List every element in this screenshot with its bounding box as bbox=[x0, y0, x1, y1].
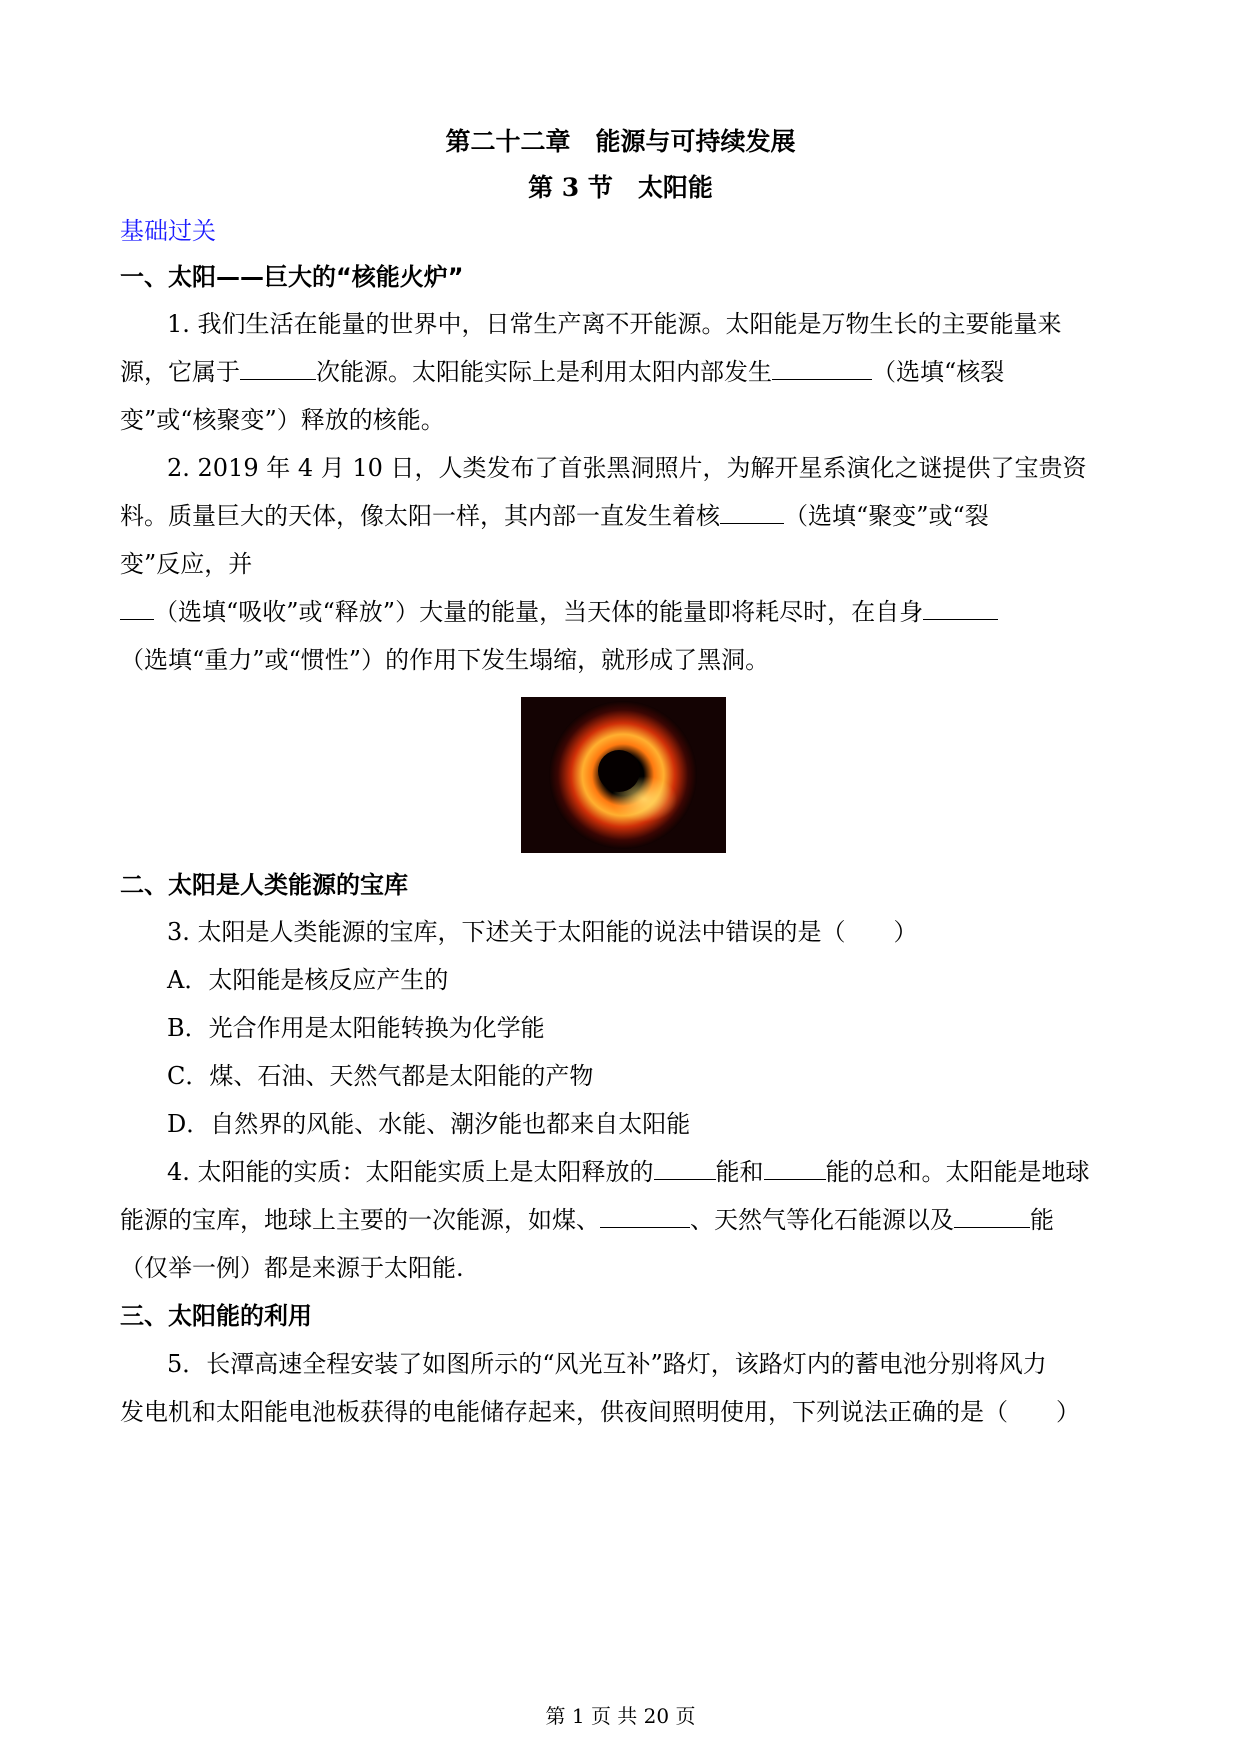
q2-blank-2[interactable] bbox=[120, 597, 154, 620]
q1-line1: 1. 我们生活在能量的世界中，日常生产离不开能源。太阳能是万物生长的主要能量来 bbox=[167, 310, 1062, 338]
q3-stem: 3. 太阳是人类能源的宝库，下述关于太阳能的说法中错误的是（ ） bbox=[167, 918, 918, 946]
q5-line1: 5．长潭高速全程安装了如图所示的“风光互补”路灯，该路灯内的蓄电池分别将风力 bbox=[167, 1350, 1047, 1378]
q2-line2 bbox=[120, 501, 1130, 531]
q2-line1: 2. 2019 年 4 月 10 日，人类发布了首张黑洞照片，为解开星系演化之谜提供了宝贵资 bbox=[167, 454, 1087, 482]
q1-line3: 变”或“核聚变”）释放的核能。 bbox=[120, 406, 445, 434]
q4-blank-1[interactable] bbox=[654, 1157, 716, 1180]
q5-line2: 发电机和太阳能电池板获得的电能储存起来，供夜间照明使用，下列说法正确的是（ ） bbox=[120, 1398, 1080, 1426]
black-hole-photo bbox=[521, 697, 726, 853]
q2-blank-3[interactable] bbox=[923, 597, 998, 620]
q2-text-b: （选填“聚变”或“裂 bbox=[784, 502, 989, 530]
q1-text-c: （选填“核裂 bbox=[872, 358, 1005, 386]
q1-blank-2[interactable] bbox=[772, 357, 872, 380]
q2-line4 bbox=[120, 597, 1130, 627]
basic-label: 基础过关 bbox=[120, 217, 216, 245]
q4-line1 bbox=[167, 1157, 1177, 1187]
q3-option-b[interactable]: B．光合作用是太阳能转换为化学能 bbox=[167, 1014, 545, 1042]
q1-text-b: 次能源。太阳能实际上是利用太阳内部发生 bbox=[316, 358, 772, 386]
q4-text-b: 能和 bbox=[715, 1158, 764, 1186]
q2-line5: （选填“重力”或“惯性”）的作用下发生塌缩，就形成了黑洞。 bbox=[120, 646, 770, 674]
q4-line3: （仅举一例）都是来源于太阳能. bbox=[120, 1254, 464, 1282]
q4-blank-3[interactable] bbox=[600, 1205, 690, 1228]
section-title: 第 3 节 太阳能 bbox=[528, 173, 713, 202]
q3-option-d[interactable]: D．自然界的风能、水能、潮汐能也都来自太阳能 bbox=[167, 1110, 691, 1138]
part3-heading: 三、太阳能的利用 bbox=[120, 1302, 312, 1330]
q3-option-c[interactable]: C．煤、石油、天然气都是太阳能的产物 bbox=[167, 1062, 594, 1090]
q1-line2 bbox=[120, 357, 1130, 387]
q1-text-a: 源，它属于 bbox=[120, 358, 240, 386]
q2-text-c: （选填“吸收”或“释放”）大量的能量，当天体的能量即将耗尽时，在自身 bbox=[154, 598, 924, 626]
q3-option-a[interactable]: A．太阳能是核反应产生的 bbox=[167, 966, 449, 994]
chapter-title: 第二十二章 能源与可持续发展 bbox=[445, 127, 796, 156]
q1-blank-1[interactable] bbox=[240, 357, 316, 380]
part2-heading: 二、太阳是人类能源的宝库 bbox=[120, 871, 408, 899]
q4-blank-4[interactable] bbox=[954, 1205, 1030, 1228]
q2-line3: 变”反应，并 bbox=[120, 550, 253, 578]
q4-text-d: 能源的宝库，地球上主要的一次能源，如煤、 bbox=[120, 1206, 600, 1234]
q4-line2 bbox=[120, 1205, 1130, 1235]
q4-text-e: 、天然气等化石能源以及 bbox=[690, 1206, 954, 1234]
q2-blank-1[interactable] bbox=[720, 501, 784, 524]
page-footer: 第 1 页 共 20 页 bbox=[545, 1704, 696, 1728]
q4-text-f: 能 bbox=[1030, 1206, 1054, 1234]
q4-blank-2[interactable] bbox=[764, 1157, 826, 1180]
q2-text-a: 料。质量巨大的天体，像太阳一样，其内部一直发生着核 bbox=[120, 502, 720, 530]
part1-heading: 一、太阳——巨大的“核能火炉” bbox=[120, 263, 464, 291]
q4-text-a: 4. 太阳能的实质：太阳能实质上是太阳释放的 bbox=[167, 1158, 654, 1186]
q4-text-c: 能的总和。太阳能是地球 bbox=[825, 1158, 1090, 1186]
